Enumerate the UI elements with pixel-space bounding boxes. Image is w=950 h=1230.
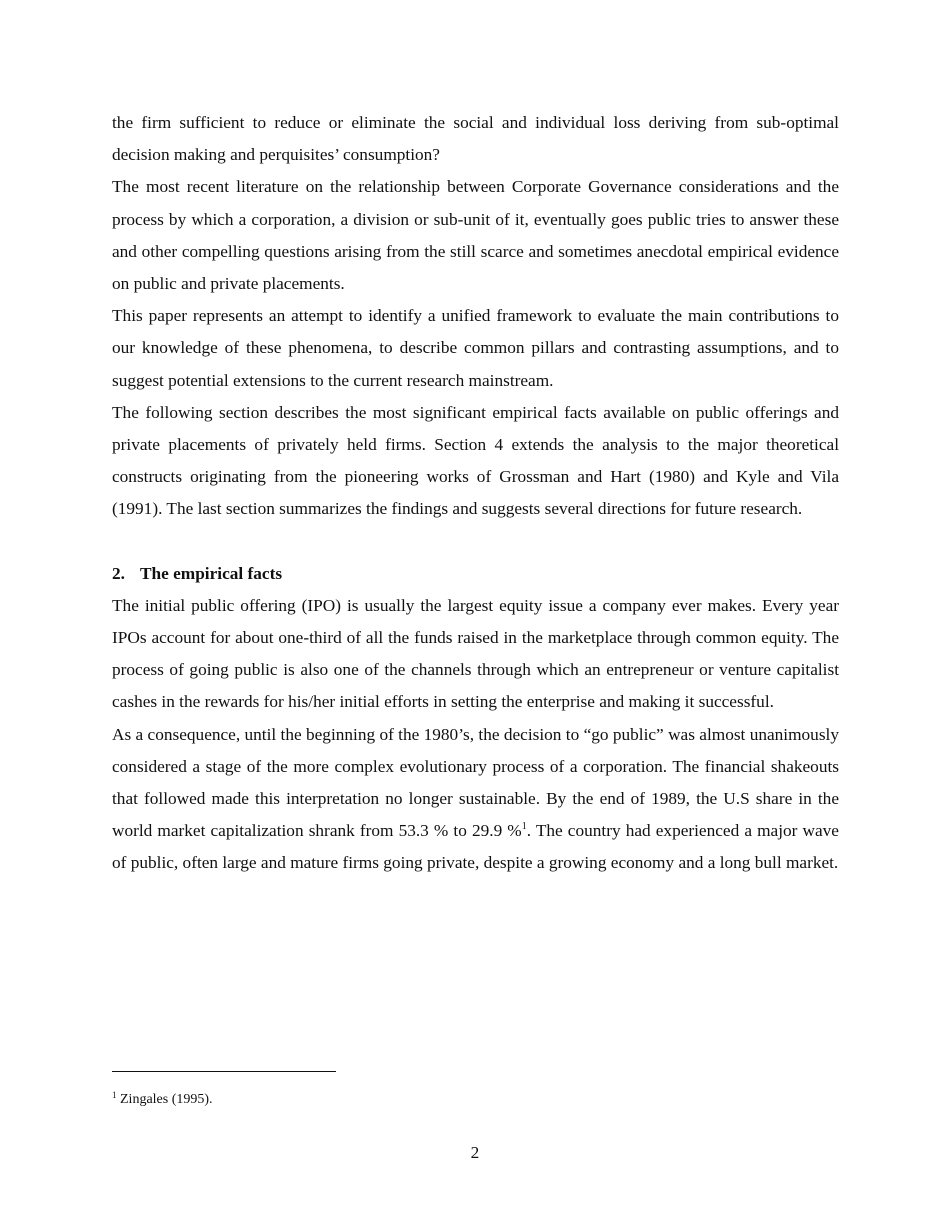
- paragraph: The initial public offering (IPO) is usually the largest equity issue a company ever makes. Every year IPOs account for about one-third of all the funds raised in the marketplace through common equity. The process of going public is also one of the channels through which an entrepreneur or venture capitalist cashes in the rewards for his/her initial efforts in setting the enterprise and making it successful.: [112, 595, 839, 712]
- paragraph-text: . The country had experienced a major wave of public, often large and mature firms going private, despite a growing economy and a long bull market.: [112, 821, 839, 873]
- paragraph-text: As a consequence, until the beginning of the 1980’s, the decision to “go public” was almost unanimously considered a stage of the more complex evolutionary process of a corporation. The financial shakeouts that followed made this interpretation no longer sustainable. By the end of 1989, the U.S share in the world market capitalization shrank from 53.3 % to 29.9 %: [112, 724, 839, 841]
- section-heading: [112, 558, 839, 590]
- paragraph: The most recent literature on the relationship between Corporate Governance considerations and the process by which a corporation, a division or sub-unit of it, eventually goes public tries to answer these and other compelling questions arising from the still scarce and sometimes anecdotal empirical evidence on public and private placements.: [112, 177, 839, 294]
- page-number: 2: [470, 1143, 480, 1162]
- section-title: The empirical facts: [140, 563, 283, 583]
- footnote: [112, 1090, 213, 1110]
- paragraph: the firm sufficient to reduce or eliminate the social and individual loss deriving from sub-optimal decision making and perquisites’ consumption?: [112, 113, 839, 165]
- footnote-text: Zingales (1995).: [116, 1092, 213, 1107]
- page-body: [112, 107, 839, 880]
- footnote-reference[interactable]: 1: [521, 821, 527, 833]
- paragraph: The following section describes the most significant empirical facts available on public offerings and private placements of privately held firms. Section 4 extends the analysis to the major theoretical constructs originating from the pioneering works of Grossman and Hart (1980) and Kyle and Vila (1991). The last section summarizes the findings and suggests several directions for future research.: [112, 402, 839, 519]
- section-number: 2.: [112, 563, 125, 583]
- footnote-marker: 1: [112, 1090, 117, 1100]
- footnote-divider: [112, 1071, 336, 1072]
- paragraph-with-footnote: [112, 719, 839, 880]
- paragraph: This paper represents an attempt to identify a unified framework to evaluate the main contributions to our knowledge of these phenomena, to describe common pillars and contrasting assumptions, and to suggest potential extensions to the current research mainstream.: [112, 306, 839, 390]
